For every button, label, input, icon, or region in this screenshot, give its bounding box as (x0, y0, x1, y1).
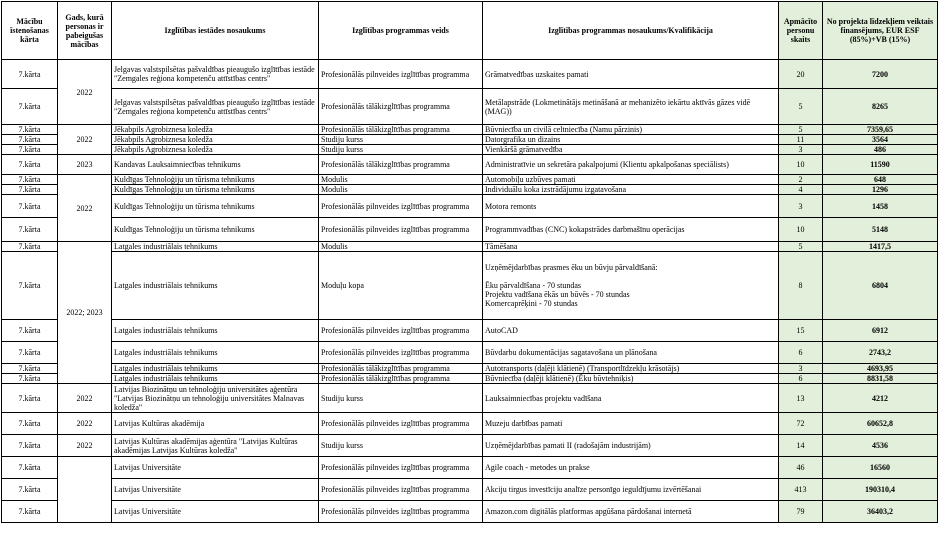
cell-karta: 7.kārta (2, 135, 58, 145)
cell-iestade: Latvijas Biozinātņu un tehnoloģiju universitātes aģentūra "Latvijas Biozinātņu un tehnoloģiju universitātes Malnavas koledža" (112, 384, 319, 413)
cell-summa: 11590 (823, 155, 938, 175)
table-row (2, 435, 938, 457)
cell-iestade: Latgales industriālais tehnikums (112, 342, 319, 364)
cell-nosaukums: Muzeju darbības pamati (483, 413, 779, 435)
cell-gads: 2023 (58, 155, 112, 175)
cell-veids: Profesionālās pilnveides izglītības programma (319, 342, 483, 364)
cell-karta: 7.kārta (2, 374, 58, 384)
cell-iestade: Jelgavas valstspilsētas pašvaldības pieaugušo izglītības iestāde "Zemgales reģiona kompetenču attīstības centrs" (112, 60, 319, 89)
cell-skaits: 413 (779, 479, 823, 501)
cell-skaits: 79 (779, 501, 823, 523)
cell-skaits: 4 (779, 185, 823, 195)
cell-karta: 7.kārta (2, 218, 58, 242)
cell-iestade: Latvijas Kultūras akadēmijas aģentūra "Latvijas Kultūras akadēmijas Latvijas Kultūras koledža" (112, 435, 319, 457)
cell-skaits: 3 (779, 145, 823, 155)
cell-nosaukums: Būvniecība (daļēji klātienē) (Ēku būvtehniķis) (483, 374, 779, 384)
table-row (2, 218, 938, 242)
cell-nosaukums: Uzņēmējdarbības prasmes ēku un būvju pārvaldīšanā: Ēku pārvaldīšana - 70 stundas Projektu vadīšana ēkās un būvēs - 70 stundas Komercaprēķini - 70 stundas (483, 252, 779, 320)
cell-veids: Profesionālās pilnveides izglītības programma (319, 60, 483, 89)
table-row (2, 342, 938, 364)
cell-veids: Studiju kurss (319, 384, 483, 413)
cell-summa: 4536 (823, 435, 938, 457)
cell-skaits: 20 (779, 60, 823, 89)
cell-summa: 16560 (823, 457, 938, 479)
table-row (2, 384, 938, 413)
cell-nosaukums: Lauksaimniecības projektu vadīšana (483, 384, 779, 413)
cell-karta: 7.kārta (2, 384, 58, 413)
cell-skaits: 5 (779, 89, 823, 125)
cell-skaits: 5 (779, 125, 823, 135)
cell-summa: 4212 (823, 384, 938, 413)
cell-veids: Profesionālās tālākizglītības programma (319, 125, 483, 135)
cell-karta: 7.kārta (2, 320, 58, 342)
cell-summa: 1417,5 (823, 242, 938, 252)
table-row (2, 60, 938, 89)
cell-nosaukums: Amazon.com digitālās platformas apgūšana pārdošanai internetā (483, 501, 779, 523)
cell-summa: 8831,58 (823, 374, 938, 384)
table-row (2, 252, 938, 320)
cell-karta: 7.kārta (2, 479, 58, 501)
cell-nosaukums: Individuālu koka izstrādājumu izgatavošana (483, 185, 779, 195)
cell-summa: 5148 (823, 218, 938, 242)
cell-skaits: 2 (779, 175, 823, 185)
cell-iestade: Latvijas Universitāte (112, 501, 319, 523)
training-table (1, 1, 938, 523)
cell-iestade: Kuldīgas Tehnoloģiju un tūrisma tehnikums (112, 195, 319, 218)
cell-veids: Profesionālās tālākizglītības programma (319, 89, 483, 125)
cell-iestade: Latgales industriālais tehnikums (112, 242, 319, 252)
cell-skaits: 15 (779, 320, 823, 342)
cell-karta: 7.kārta (2, 435, 58, 457)
cell-gads-empty (58, 457, 112, 523)
cell-nosaukums: Būvdarbu dokumentācijas sagatavošana un plānošana (483, 342, 779, 364)
cell-karta: 7.kārta (2, 89, 58, 125)
cell-summa: 648 (823, 175, 938, 185)
cell-karta: 7.kārta (2, 125, 58, 135)
cell-iestade: Kuldīgas Tehnoloģiju un tūrisma tehnikums (112, 185, 319, 195)
table-row (2, 242, 938, 252)
cell-skaits: 13 (779, 384, 823, 413)
table-row (2, 135, 938, 145)
table-row (2, 195, 938, 218)
cell-karta: 7.kārta (2, 364, 58, 374)
cell-iestade: Kandavas Lauksaimniecības tehnikums (112, 155, 319, 175)
cell-skaits: 72 (779, 413, 823, 435)
table-row (2, 320, 938, 342)
cell-gads: 2022 (58, 175, 112, 242)
cell-skaits: 10 (779, 155, 823, 175)
cell-iestade: Latgales industriālais tehnikums (112, 320, 319, 342)
header-gads: Gads, kurā personas ir pabeigušas mācības (58, 2, 112, 60)
cell-skaits: 3 (779, 364, 823, 374)
cell-iestade: Latgales industriālais tehnikums (112, 374, 319, 384)
cell-veids: Modulis (319, 242, 483, 252)
cell-nosaukums: Datorgrafika un dizains (483, 135, 779, 145)
cell-iestade: Jēkabpils Agrobiznesa koledža (112, 145, 319, 155)
header-iestade: Izglītības iestādes nosaukums (112, 2, 319, 60)
cell-nosaukums: Metālapstrāde (Lokmetinātājs metināšanā ar mehanizēto iekārtu aktīvās gāzes vidē (MAG)) (483, 89, 779, 125)
cell-skaits: 14 (779, 435, 823, 457)
cell-summa: 36403,2 (823, 501, 938, 523)
table-row (2, 457, 938, 479)
cell-veids: Profesionālās pilnveides izglītības programma (319, 501, 483, 523)
cell-gads: 2022; 2023 (58, 242, 112, 384)
cell-iestade: Latgales industriālais tehnikums (112, 364, 319, 374)
cell-nosaukums: Motora remonts (483, 195, 779, 218)
table-row (2, 413, 938, 435)
cell-karta: 7.kārta (2, 242, 58, 252)
cell-nosaukums: Tāmēšana (483, 242, 779, 252)
cell-summa: 7200 (823, 60, 938, 89)
cell-summa: 3564 (823, 135, 938, 145)
cell-summa: 6912 (823, 320, 938, 342)
table-row (2, 364, 938, 374)
table-row (2, 374, 938, 384)
cell-skaits: 6 (779, 342, 823, 364)
cell-summa: 2743,2 (823, 342, 938, 364)
cell-karta: 7.kārta (2, 145, 58, 155)
header-nosaukums: Izglītības programmas nosaukums/Kvalifikācija (483, 2, 779, 60)
cell-karta: 7.kārta (2, 252, 58, 320)
cell-karta: 7.kārta (2, 501, 58, 523)
cell-skaits: 3 (779, 195, 823, 218)
cell-summa: 190310,4 (823, 479, 938, 501)
cell-nosaukums: Programmvadības (CNC) kokapstrādes darbmašīnu operācijas (483, 218, 779, 242)
cell-iestade: Jelgavas valstspilsētas pašvaldības pieaugušo izglītības iestāde "Zemgales reģiona kompetenču attīstības centrs" (112, 89, 319, 125)
cell-iestade: Jēkabpils Agrobiznesa koledža (112, 125, 319, 135)
table-row (2, 175, 938, 185)
cell-veids: Moduļu kopa (319, 252, 483, 320)
cell-skaits: 10 (779, 218, 823, 242)
cell-summa: 8265 (823, 89, 938, 125)
cell-karta: 7.kārta (2, 175, 58, 185)
cell-iestade: Latvijas Universitāte (112, 457, 319, 479)
cell-skaits: 46 (779, 457, 823, 479)
cell-gads: 2022 (58, 384, 112, 413)
cell-summa: 6804 (823, 252, 938, 320)
cell-nosaukums: Agile coach - metodes un prakse (483, 457, 779, 479)
table-row (2, 89, 938, 125)
cell-summa: 7359,65 (823, 125, 938, 135)
table-row (2, 479, 938, 501)
cell-veids: Profesionālās pilnveides izglītības programma (319, 457, 483, 479)
cell-summa: 1458 (823, 195, 938, 218)
cell-veids: Modulis (319, 185, 483, 195)
cell-veids: Profesionālās tālākizglītības programma (319, 374, 483, 384)
cell-iestade: Latvijas Universitāte (112, 479, 319, 501)
cell-nosaukums: Būvniecība un civilā celtniecība (Namu pārzinis) (483, 125, 779, 135)
cell-karta: 7.kārta (2, 60, 58, 89)
cell-iestade: Latvijas Kultūras akadēmija (112, 413, 319, 435)
table-row (2, 185, 938, 195)
cell-veids: Profesionālās pilnveides izglītības programma (319, 413, 483, 435)
cell-karta: 7.kārta (2, 185, 58, 195)
cell-karta: 7.kārta (2, 457, 58, 479)
cell-karta: 7.kārta (2, 155, 58, 175)
cell-nosaukums: Grāmatvedības uzskaites pamati (483, 60, 779, 89)
cell-nosaukums: Autotransports (daļēji klātienē) (Transportlīdzekļu krāsotājs) (483, 364, 779, 374)
cell-summa: 4693,95 (823, 364, 938, 374)
cell-summa: 60652,8 (823, 413, 938, 435)
cell-karta: 7.kārta (2, 195, 58, 218)
cell-veids: Profesionālās pilnveides izglītības programma (319, 320, 483, 342)
cell-nosaukums: Vienkāršā grāmatvedība (483, 145, 779, 155)
cell-nosaukums: Automobiļu uzbūves pamati (483, 175, 779, 185)
cell-skaits: 5 (779, 242, 823, 252)
cell-veids: Profesionālās tālākizglītības programma (319, 364, 483, 374)
cell-nosaukums: AutoCAD (483, 320, 779, 342)
cell-veids: Profesionālās pilnveides izglītības programma (319, 218, 483, 242)
cell-summa: 1296 (823, 185, 938, 195)
table-row (2, 501, 938, 523)
cell-karta: 7.kārta (2, 413, 58, 435)
header-veids: Izglītības programmas veids (319, 2, 483, 60)
header-row (2, 2, 938, 60)
cell-nosaukums: Administratīvie un sekretāra pakalpojumi (Klientu apkalpošanas speciālists) (483, 155, 779, 175)
cell-veids: Studiju kurss (319, 135, 483, 145)
cell-summa: 486 (823, 145, 938, 155)
cell-skaits: 8 (779, 252, 823, 320)
cell-iestade: Kuldīgas Tehnoloģiju un tūrisma tehnikums (112, 218, 319, 242)
cell-iestade: Kuldīgas Tehnoloģiju un tūrisma tehnikums (112, 175, 319, 185)
cell-iestade: Jēkabpils Agrobiznesa koledža (112, 135, 319, 145)
cell-veids: Profesionālās tālākizglītības programma (319, 155, 483, 175)
cell-gads: 2022 (58, 413, 112, 435)
cell-gads: 2022 (58, 435, 112, 457)
cell-veids: Studiju kurss (319, 145, 483, 155)
table-row (2, 155, 938, 175)
cell-skaits: 11 (779, 135, 823, 145)
header-summa: No projekta līdzekļiem veiktais finansējums, EUR ESF (85%)+VB (15%) (823, 2, 938, 60)
cell-gads: 2022 (58, 125, 112, 155)
header-skaits: Apmācīto personu skaits (779, 2, 823, 60)
cell-veids: Modulis (319, 175, 483, 185)
cell-karta: 7.kārta (2, 342, 58, 364)
table-row (2, 125, 938, 135)
cell-nosaukums: Uzņēmējdarbības pamati II (radošajām industrijām) (483, 435, 779, 457)
cell-veids: Studiju kurss (319, 435, 483, 457)
cell-iestade: Latgales industriālais tehnikums (112, 252, 319, 320)
cell-gads: 2022 (58, 60, 112, 125)
cell-skaits: 6 (779, 374, 823, 384)
cell-veids: Profesionālās pilnveides izglītības programma (319, 479, 483, 501)
cell-nosaukums: Akciju tirgus investīciju analīze personīgo ieguldījumu izvērtēšanai (483, 479, 779, 501)
cell-veids: Profesionālās pilnveides izglītības programma (319, 195, 483, 218)
header-karta: Mācību īstenošanas kārta (2, 2, 58, 60)
table-row (2, 145, 938, 155)
